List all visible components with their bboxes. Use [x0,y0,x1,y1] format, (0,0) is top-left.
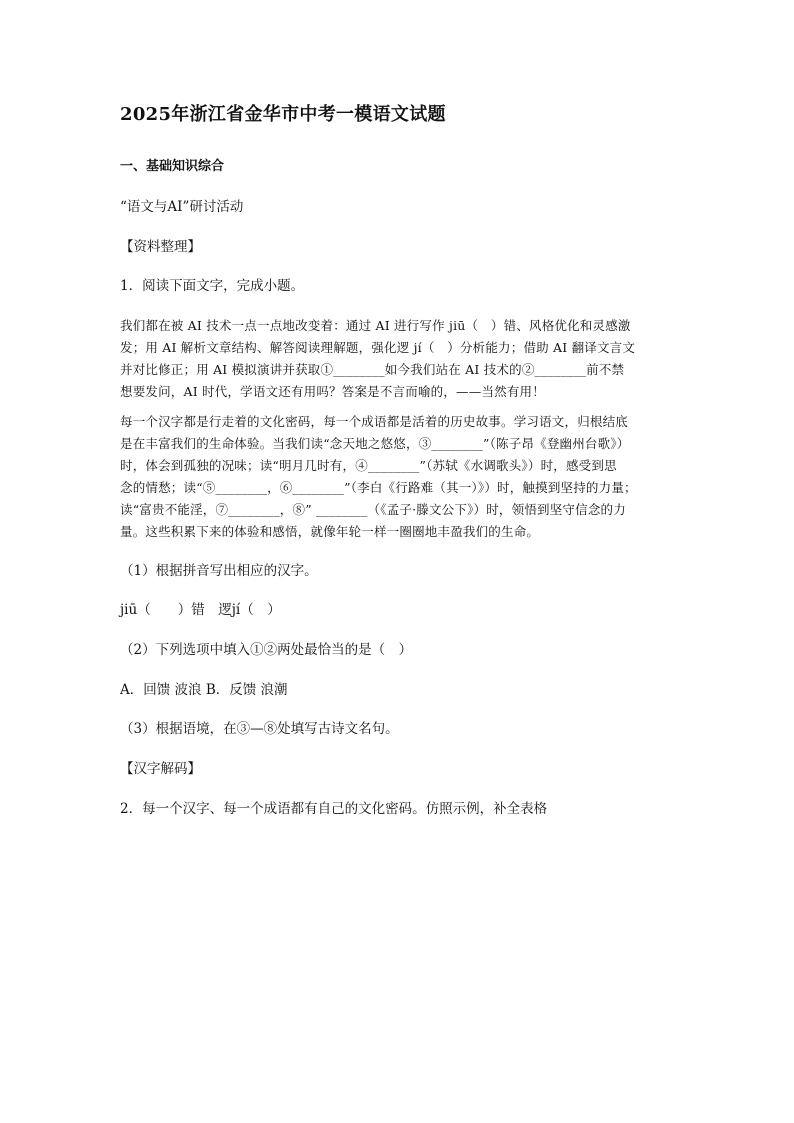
reading-paragraph-2 [120,411,676,543]
paragraph-line: 量。这些积累下来的体验和感悟，就像年轮一样一圈圈地丰盈我们的生命。 [120,524,540,539]
paragraph-line: 读“富贵不能淫，⑦________，⑧” ________（《孟子·滕文公下》）时，领悟到坚守信念的力 [120,502,626,517]
paragraph-line: 想要发问，AI 时代，学语文还有用吗？答案是不言而喻的，——当然有用！ [120,384,545,399]
section-heading: 一、基础知识综合 [120,159,225,174]
paragraph-line: 时，体会到孤独的况味；读“明月几时有，④________”（苏轼《水调歌头》）时，感受到思 [120,458,617,473]
subsection-heading-hanzi: 【汉字解码】 [120,761,201,777]
paragraph-line: 每一个汉字都是行走着的文化密码，每一个成语都是活着的历史故事。学习语文，归根结底 [120,414,629,429]
paragraph-line: 念的情愁；读“⑤________，⑥________”（李白《行路难（其一）》）时，触摸到坚持的力量； [120,480,637,495]
sub-question-1: （1）根据拼音写出相应的汉字。 [120,563,318,579]
paragraph-line: 并对比修正；用 AI 模拟演讲并获取①________如今我们站在 AI 技术的②________前不禁 [120,362,625,377]
sub-question-1-answer-line: jiū（ ）错 逻jí（ ） [120,602,281,618]
question-1-prompt: 1．阅读下面文字，完成小题。 [120,278,305,294]
page-title: 2025年浙江省金华市中考一模语文试题 [120,104,446,125]
sub-question-2: （2）下列选项中填入①②两处最恰当的是（ ） [120,642,413,658]
sub-question-3: （3）根据语境，在③—⑧处填写古诗文名句。 [120,721,399,737]
paragraph-line: 是在丰富我们的生命体验。当我们读“念天地之悠悠，③________”（陈子昂《登幽州台歌》） [120,436,630,451]
paragraph-line: 发；用 AI 解析文章结构、解答阅读理解题，强化逻 jí（ ）分析能力；借助 AI 翻译文言文 [120,340,636,355]
subsection-heading-ziliao: 【资料整理】 [120,239,201,255]
sub-question-2-options: A．回馈 波浪 B．反馈 浪潮 [120,682,288,698]
reading-paragraph-1 [120,315,676,403]
activity-title: “语文与AI”研讨活动 [120,199,244,215]
paragraph-line: 我们都在被 AI 技术一点一点地改变着：通过 AI 进行写作 jiū（ ）错、风格优化和灵感激 [120,318,631,333]
question-2-prompt: 2．每一个汉字、每一个成语都有自己的文化密码。仿照示例，补全表格 [120,801,548,817]
